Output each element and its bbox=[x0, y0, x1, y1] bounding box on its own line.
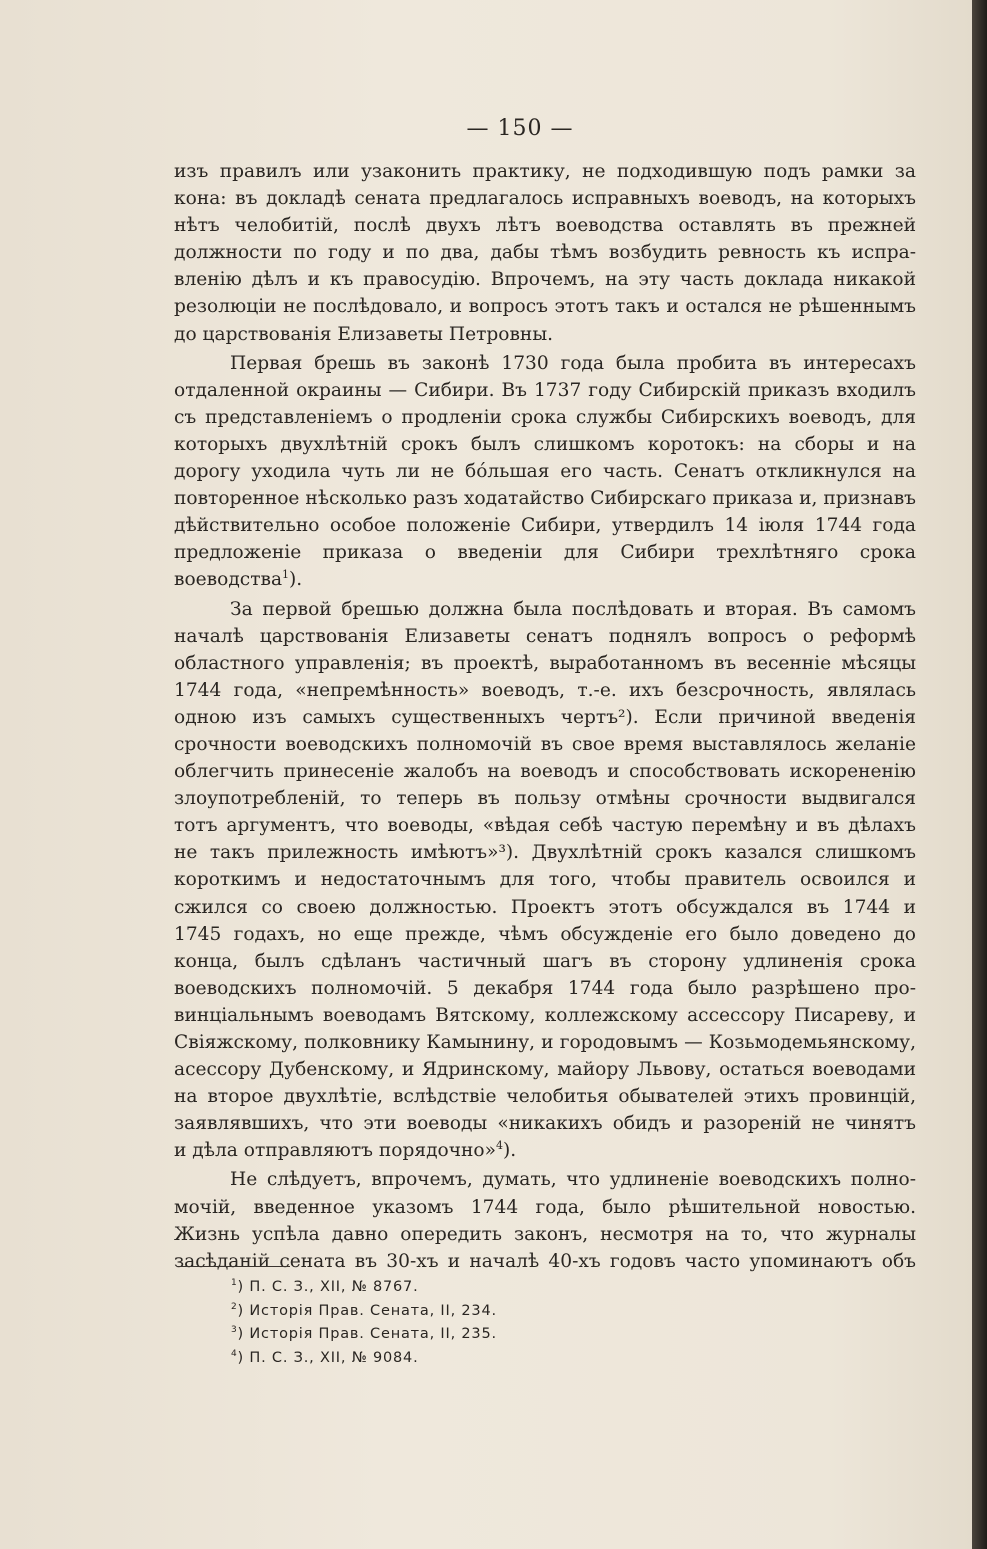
text-line: воеводскихъ полномочій. 5 декабря 1744 года было разрѣшено про- bbox=[174, 977, 916, 999]
text-line: до царствованія Елизаветы Петровны. bbox=[174, 323, 554, 345]
text-line: срочности воеводскихъ полномочій въ свое время выставлялось желаніе bbox=[174, 733, 916, 755]
footnote-ref-4: 4 bbox=[495, 1139, 503, 1153]
text-line: не такъ прилежность имѣютъ»³). Двухлѣтній срокъ казался слишкомъ bbox=[174, 842, 916, 864]
line-text: воеводства bbox=[174, 569, 283, 591]
text-line: Свіяжскому, полковнику Камынину, и городовымъ — Козьмодемьянскому, bbox=[174, 1032, 916, 1053]
text-line: мочій, введенное указомъ 1744 года, было рѣшительной новостью. bbox=[174, 1196, 916, 1218]
footnote-mark: 3 bbox=[231, 1325, 238, 1335]
text-line: конца, былъ сдѣланъ частичный шагъ въ сторону удлиненія срока bbox=[174, 950, 916, 972]
text-line: резолюціи не послѣдовало, и вопросъ этотъ такъ и остался не рѣшеннымъ bbox=[174, 296, 916, 318]
text-line: Жизнь успѣла давно опередить законъ, несмотря на то, что журналы bbox=[174, 1223, 916, 1245]
paragraph-3 bbox=[174, 596, 916, 1165]
text-line: дѣйствительно особое положеніе Сибири, утвердилъ 14 іюля 1744 года bbox=[174, 515, 916, 537]
text-line: отдаленной окраины — Сибири. Въ 1737 году Сибирскій приказъ входилъ bbox=[174, 379, 916, 401]
text-line: которыхъ двухлѣтній срокъ былъ слишкомъ коротокъ: на сборы и на bbox=[174, 433, 916, 455]
text-line: сжился со своею должностью. Проектъ этотъ обсуждался въ 1744 и bbox=[174, 896, 916, 918]
footnote-ref-1: 1 bbox=[282, 568, 290, 582]
text-line: За первой брешью должна была послѣдовать и вторая. Въ самомъ bbox=[230, 598, 916, 620]
paragraph-1 bbox=[174, 158, 916, 348]
text-line: изъ правилъ или узаконить практику, не подходившую подъ рамки за bbox=[174, 161, 916, 182]
text-line: асессору Дубенскому, и Ядринскому, майору Львову, остаться воеводами bbox=[174, 1059, 916, 1081]
text-line bbox=[174, 566, 916, 593]
text-line: дорогу уходила чуть ли не бо́льшая его часть. Сенатъ откликнулся на bbox=[174, 461, 916, 483]
line-tail: ). bbox=[502, 1140, 517, 1162]
footnote-3 bbox=[231, 1323, 497, 1347]
paragraph-4 bbox=[174, 1166, 916, 1274]
text-line bbox=[174, 1137, 916, 1164]
footnote-2 bbox=[231, 1300, 497, 1324]
footnote-mark: 4 bbox=[231, 1348, 238, 1359]
body-text bbox=[174, 158, 916, 1275]
text-line: на второе двухлѣтіе, вслѣдствіе челобитья обывателей этихъ провинцій, bbox=[174, 1086, 916, 1108]
footnote-divider bbox=[177, 1266, 290, 1267]
text-line: съ представленіемъ о продленіи срока службы Сибирскихъ воеводъ, для bbox=[174, 406, 916, 428]
footnote-text: ) П. С. З., XII, № 9084. bbox=[237, 1349, 419, 1366]
paragraph-2 bbox=[174, 350, 916, 594]
text-line: началѣ царствованія Елизаветы сенатъ поднялъ вопросъ о реформѣ bbox=[174, 625, 916, 647]
footnote-4 bbox=[231, 1347, 497, 1371]
line-text: и дѣла отправляютъ порядочно» bbox=[174, 1140, 496, 1162]
footnotes bbox=[231, 1276, 497, 1370]
footnote-mark: 1 bbox=[231, 1278, 238, 1288]
text-line: кона: въ докладѣ сената предлагалось исправныхъ воеводъ, на которыхъ bbox=[174, 188, 916, 210]
text-line: должности по году и по два, дабы тѣмъ возбудить ревность къ испра- bbox=[174, 242, 916, 264]
text-line: облегчить принесеніе жалобъ на воеводъ и способствовать искорененію bbox=[174, 761, 916, 783]
text-line: вленію дѣлъ и къ правосудію. Впрочемъ, на эту часть доклада никакой bbox=[174, 269, 916, 291]
text-line: Первая брешь въ законѣ 1730 года была пробита въ интересахъ bbox=[230, 352, 916, 374]
footnote-text: ) Исторія Прав. Сената, II, 235. bbox=[237, 1326, 497, 1342]
footnote-mark: 2 bbox=[231, 1301, 238, 1312]
text-line: засѣданій сената въ 30-хъ и началѣ 40-хъ годовъ часто упоминаютъ объ bbox=[174, 1250, 916, 1272]
text-line: повторенное нѣсколько разъ ходатайство Сибирскаго приказа и, признавъ bbox=[174, 488, 916, 510]
text-line: 1745 годахъ, но еще прежде, чѣмъ обсужденіе его было доведено до bbox=[174, 923, 916, 945]
text-line: злоупотребленій, то теперь въ пользу отмѣны срочности выдвигался bbox=[174, 788, 916, 810]
footnote-1 bbox=[231, 1276, 497, 1300]
text-line: предложеніе приказа о введеніи для Сибири трехлѣтняго срока bbox=[174, 542, 916, 564]
page-number: — 150 — bbox=[466, 116, 574, 141]
footnote-text: ) П. С. З., XII, № 8767. bbox=[237, 1279, 419, 1295]
text-line: винціальнымъ воеводамъ Вятскому, коллежскому ассессору Писареву, и bbox=[174, 1004, 916, 1026]
scan-edge bbox=[972, 0, 987, 1549]
text-line: областного управленія; въ проектѣ, выработанномъ въ весенніе мѣсяцы bbox=[174, 652, 916, 674]
text-line: короткимъ и недостаточнымъ для того, чтобы правитель освоился и bbox=[174, 869, 916, 891]
text-line: нѣтъ челобитій, послѣ двухъ лѣтъ воеводства оставлять въ прежней bbox=[174, 215, 916, 237]
footnote-text: ) Исторія Прав. Сената, II, 234. bbox=[237, 1302, 497, 1319]
text-line: заявлявшихъ, что эти воеводы «никакихъ обидъ и разореній не чинятъ bbox=[174, 1113, 916, 1135]
text-line: одною изъ самыхъ существенныхъ чертъ²). Если причиной введенія bbox=[174, 706, 916, 728]
text-line: 1744 года, «непремѣнность» воеводъ, т.-е. ихъ безсрочность, являлась bbox=[174, 679, 916, 701]
text-line: тотъ аргументъ, что воеводы, «вѣдая себѣ частую перемѣну и въ дѣлахъ bbox=[174, 815, 916, 837]
text-line: Не слѣдуетъ, впрочемъ, думать, что удлиненіе воеводскихъ полно- bbox=[230, 1169, 916, 1191]
line-tail: ). bbox=[289, 569, 303, 591]
